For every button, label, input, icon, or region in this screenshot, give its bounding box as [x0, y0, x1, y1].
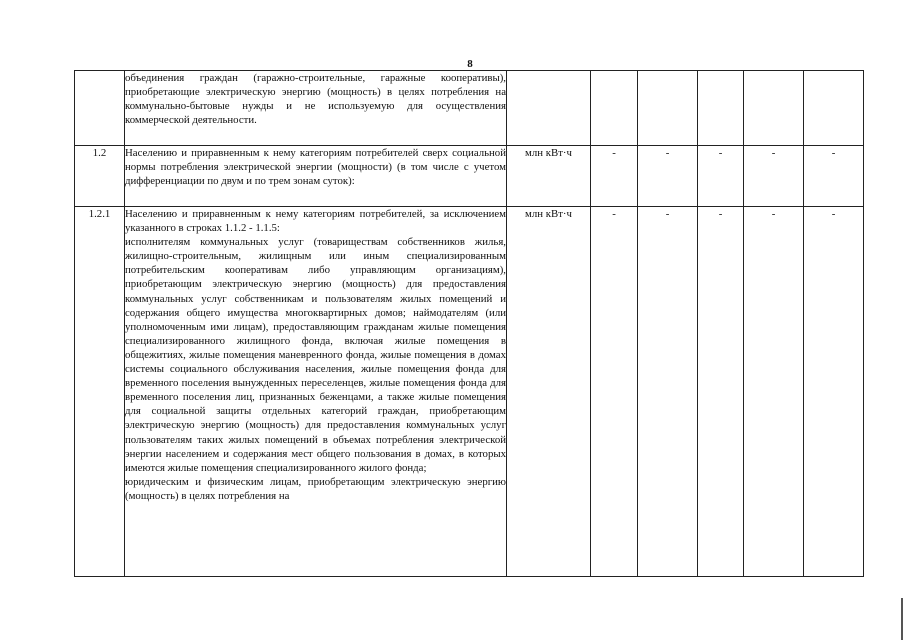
value-cell: -	[591, 207, 638, 577]
value-cell: -	[698, 146, 744, 207]
description-paragraph: исполнителям коммунальных услуг (товариществам собственников жилья, жилищно-строительным, жилищным или иным специализированным потребительским кооперативам либо управляющим организациям), приобретающим электрическую энергию (мощность) для предоставления коммунальных услуг собственникам и пользователям жилых помещений и содержания общего имущества многоквартирных домов; наймодателям (или уполномоченным ими лицам), предоставляющим гражданам жилые помещения специализированного жилищного фонда, включая жилые помещения в общежитиях, жилые помещения маневренного фонда, жилые помещения в домах системы социального обслуживания населения, жилые помещения фонда для временного поселения вынужденных переселенцев, жилые помещения фонда для временного поселения лиц, признанных беженцами, а также жилые помещения для социальной защиты отдельных категорий граждан, приобретающим электрическую энергию (мощность) для предоставления коммунальных услуг пользователям таких жилых помещений в объемах потребления электрической энергии населением и содержания мест общего пользования в домах, в которых имеются жилые помещения специализированного жилого фонда;	[125, 236, 506, 474]
row-description	[125, 146, 507, 207]
row-unit	[507, 71, 591, 146]
page-number: 8	[467, 58, 473, 70]
description-paragraph: Населению и приравненным к нему категориям потребителей сверх социальной нормы потребления электрической энергии (мощности) (в том числе с учетом дифференциации по двум и по трем зонам суток):	[125, 147, 506, 188]
value-cell: -	[744, 207, 804, 577]
table-row	[75, 71, 864, 146]
row-unit: млн кВт·ч	[507, 207, 591, 577]
value-cell: -	[698, 207, 744, 577]
value-cell	[591, 71, 638, 146]
value-cell: -	[638, 146, 698, 207]
description-paragraph: объединения граждан (гаражно-строительные, гаражные кооперативы), приобретающие электрическую энергию (мощность) в целях потребления на коммунально-бытовые нужды и не используемую для осуществления коммерческой деятельности.	[125, 72, 506, 127]
scan-edge-mark	[901, 598, 903, 640]
description-paragraph: юридическим и физическим лицам, приобретающим электрическую энергию (мощность) в целях потребления на	[125, 475, 506, 502]
value-cell: -	[804, 146, 864, 207]
description-paragraph: Населению и приравненным к нему категориям потребителей, за исключением указанного в строках 1.1.2 - 1.1.5:	[125, 208, 506, 235]
value-cell	[804, 71, 864, 146]
row-number: 1.2	[75, 146, 125, 207]
row-number: 1.2.1	[75, 207, 125, 577]
value-cell: -	[591, 146, 638, 207]
table-row	[75, 146, 864, 207]
value-cell: -	[804, 207, 864, 577]
row-unit: млн кВт·ч	[507, 146, 591, 207]
row-description	[125, 71, 507, 146]
tariff-table	[74, 70, 864, 577]
row-description	[125, 207, 507, 577]
value-cell	[638, 71, 698, 146]
table-row	[75, 207, 864, 577]
value-cell: -	[744, 146, 804, 207]
row-number	[75, 71, 125, 146]
value-cell	[744, 71, 804, 146]
value-cell: -	[638, 207, 698, 577]
value-cell	[698, 71, 744, 146]
